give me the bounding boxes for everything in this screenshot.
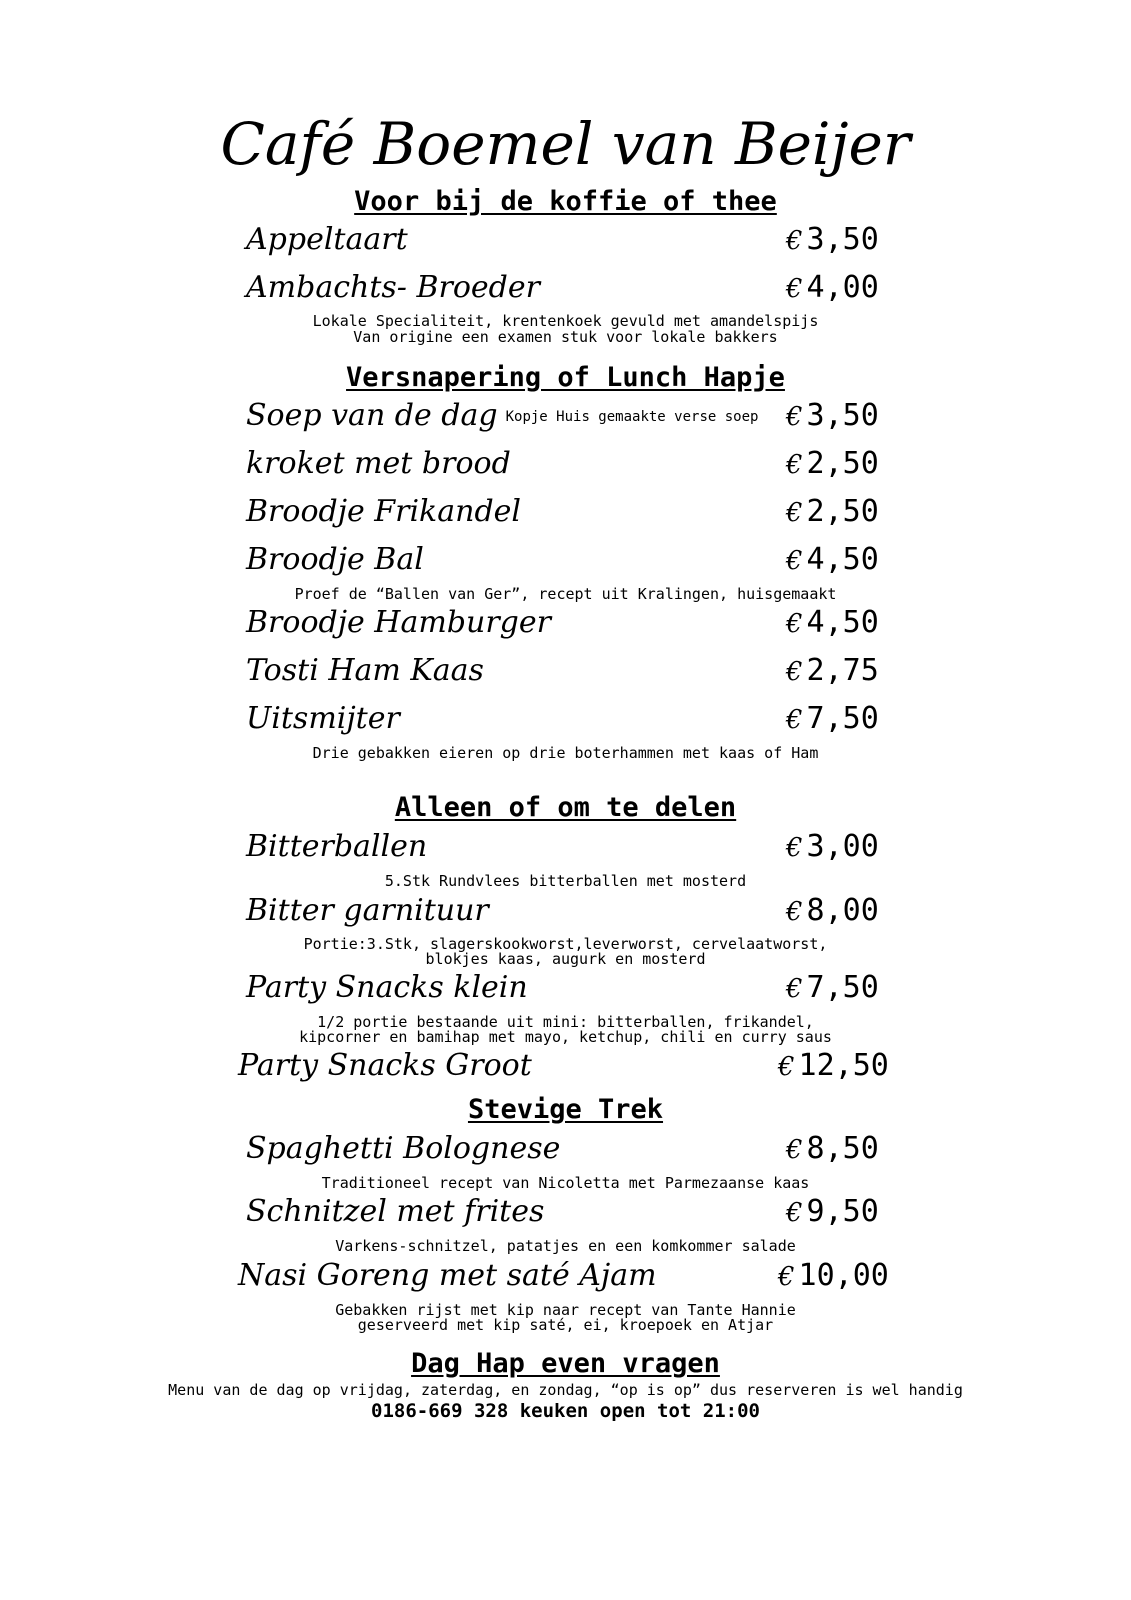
menu-item-description: Gebakken rijst met kip naar recept van Tante Hannie	[335, 1301, 796, 1319]
menu-item-description: Varkens-schnitzel, patatjes en een komkommer salade	[335, 1237, 796, 1255]
menu-item-price: € 4,50	[786, 605, 879, 640]
menu-item-description: kipcorner en bamihap met mayo, ketchup, chili en curry saus	[299, 1028, 832, 1046]
menu-item-price: € 3,50	[786, 398, 879, 433]
menu-item-description: Lokale Specialiteit, krentenkoek gevuld met amandelspijs	[312, 312, 819, 330]
section-heading-delen: Alleen of om te delen	[394, 792, 737, 823]
menu-item-name: Broodje Bal	[246, 542, 424, 577]
menu-item-name: Party Snacks klein	[246, 970, 528, 1005]
section-heading-koffie: Voor bij de koffie of thee	[354, 186, 777, 217]
euro-symbol: €	[786, 657, 803, 687]
euro-symbol: €	[786, 402, 803, 432]
menu-item-price: € 10,00	[778, 1258, 889, 1293]
euro-symbol: €	[786, 974, 803, 1004]
page-title: Café Boemel van Beijer	[220, 110, 911, 178]
menu-item-price: € 7,50	[786, 701, 879, 736]
menu-item-name: Soep van de dag Kopje Huis gemaakte verse soep	[246, 398, 759, 433]
menu-item-name: Party Snacks Groot	[238, 1048, 532, 1083]
menu-item-description: geserveerd met kip saté, ei, kroepoek en Atjar	[357, 1316, 774, 1334]
menu-item-description: Traditioneel recept van Nicoletta met Parmezaanse kaas	[321, 1174, 810, 1192]
menu-item-price: € 12,50	[778, 1048, 889, 1083]
menu-item-price: € 3,50	[786, 222, 879, 257]
menu-item-price: € 4,00	[786, 270, 879, 305]
euro-symbol: €	[786, 609, 803, 639]
euro-symbol: €	[786, 833, 803, 863]
euro-symbol: €	[778, 1262, 795, 1292]
menu-item-name: Appeltaart	[246, 222, 408, 257]
menu-item-description: Portie:3.Stk, slagerskookworst,leverworst, cervelaatworst,	[303, 935, 828, 953]
euro-symbol: €	[786, 274, 803, 304]
menu-item-name: Tosti Ham Kaas	[246, 653, 484, 688]
menu-item-price: € 3,00	[786, 829, 879, 864]
menu-item-name: Uitsmijter	[246, 701, 400, 736]
menu-item-description: Drie gebakken eieren op drie boterhammen met kaas of Ham	[312, 744, 819, 762]
menu-item-description: 1/2 portie bestaande uit mini: bitterballen, frikandel,	[317, 1013, 814, 1031]
menu-item-description: blokjes kaas, augurk en mosterd	[425, 950, 706, 968]
section-heading-lunch: Versnapering of Lunch Hapje	[346, 362, 785, 393]
menu-item-price: € 2,50	[786, 494, 879, 529]
euro-symbol: €	[786, 705, 803, 735]
menu-item-price: € 2,75	[786, 653, 879, 688]
menu-item-name: Spaghetti Bolognese	[246, 1131, 561, 1166]
menu-item-inline-description: Kopje Huis gemaakte verse soep	[505, 409, 759, 425]
menu-item-description: Van origine een examen stuk voor lokale bakkers	[353, 328, 778, 346]
menu-item-description: 5.Stk Rundvlees bitterballen met mosterd	[384, 872, 747, 890]
menu-item-name: Nasi Goreng met saté Ajam	[238, 1258, 657, 1293]
menu-item-price: € 8,00	[786, 893, 879, 928]
menu-item-name: kroket met brood	[246, 446, 511, 481]
menu-item-price: € 7,50	[786, 970, 879, 1005]
menu-item-price: € 9,50	[786, 1194, 879, 1229]
euro-symbol: €	[786, 1198, 803, 1228]
euro-symbol: €	[786, 450, 803, 480]
menu-item-name: Broodje Frikandel	[246, 494, 521, 529]
euro-symbol: €	[786, 546, 803, 576]
menu-item-price: € 2,50	[786, 446, 879, 481]
daghap-description: Menu van de dag op vrijdag, zaterdag, en zondag, “op is op” dus reserveren is wel handig	[168, 1381, 963, 1399]
section-heading-daghap: Dag Hap even vragen	[411, 1348, 720, 1379]
contact-info: 0186-669 328 keuken open tot 21:00	[371, 1400, 760, 1422]
euro-symbol: €	[786, 226, 803, 256]
menu-item-name: Bitter garnituur	[246, 893, 489, 928]
euro-symbol: €	[786, 897, 803, 927]
menu-item-name: Broodje Hamburger	[246, 605, 551, 640]
menu-item-name: Bitterballen	[246, 829, 428, 864]
menu-item-price: € 8,50	[786, 1131, 879, 1166]
menu-item-price: € 4,50	[786, 542, 879, 577]
euro-symbol: €	[786, 498, 803, 528]
menu-item-name: Ambachts- Broeder	[246, 270, 540, 305]
euro-symbol: €	[786, 1135, 803, 1165]
section-heading-trek: Stevige Trek	[467, 1094, 664, 1125]
menu-item-name: Schnitzel met frites	[246, 1194, 545, 1229]
euro-symbol: €	[778, 1052, 795, 1082]
menu-item-description: Proef de “Ballen van Ger”, recept uit Kralingen, huisgemaakt	[294, 585, 837, 603]
